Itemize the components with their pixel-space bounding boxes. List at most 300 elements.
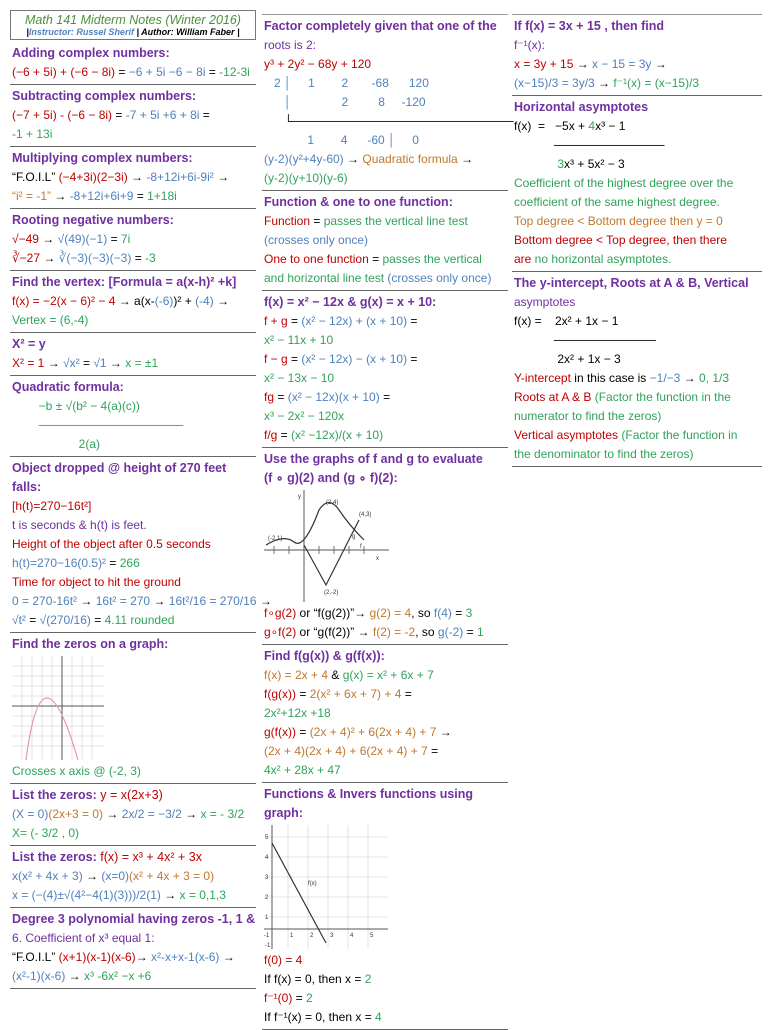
text-segment: → <box>181 807 201 821</box>
text-segment: 6. Coefficient of x³ equal 1: <box>12 931 155 945</box>
text-segment: ───────────────── <box>12 418 184 432</box>
graph-label: (-2,1) <box>268 536 283 542</box>
section-title-text: If f(x) = 3x + 15 , then find <box>514 19 665 33</box>
text-segment: = <box>115 65 129 79</box>
text-segment: (crosses only once) <box>264 233 369 247</box>
text-segment: 2 <box>364 972 372 986</box>
note-line <box>264 989 508 1008</box>
note-line <box>514 293 762 312</box>
note-section <box>262 291 508 448</box>
text-segment: are <box>514 252 532 266</box>
graph-label: y <box>298 494 301 500</box>
note-line <box>264 150 508 169</box>
text-segment: 1 4 -60 │ 0 <box>264 133 419 147</box>
text-segment: → <box>51 189 70 203</box>
text-segment: , so <box>415 625 438 639</box>
text-segment <box>514 157 557 171</box>
section-title <box>264 17 508 36</box>
text-segment: and horizontal line test <box>264 271 385 285</box>
text-segment: → <box>343 152 363 166</box>
section-title-text: f(x) = x² − 12x & g(x) = x + 10: <box>264 295 437 309</box>
note-line <box>12 762 256 781</box>
section-title <box>12 149 256 168</box>
note-line <box>264 666 508 685</box>
note-line <box>514 250 762 269</box>
text-segment: (x² + 4x + 3 = 0) <box>129 869 215 883</box>
text-segment: x = - 3/2 <box>200 807 245 821</box>
note-line <box>12 416 256 435</box>
text-segment: 0, 1/3 <box>699 371 730 385</box>
text-segment: (x² − 12x) + (x + 10) <box>301 314 408 328</box>
text-segment: 7i <box>120 232 131 246</box>
tick-label: 4 <box>350 933 354 939</box>
note-section <box>262 448 508 645</box>
section-title <box>12 378 256 397</box>
text-segment: If f⁻¹(x) = 0, then x = <box>264 1010 376 1024</box>
text-segment: 16t² = 270 <box>95 594 151 608</box>
tick-label: 1 <box>265 915 269 921</box>
document-header <box>10 10 256 40</box>
text-segment: )² + <box>173 294 196 308</box>
note-section <box>10 846 256 908</box>
note-line <box>12 311 256 330</box>
note-section <box>10 271 256 333</box>
text-segment: f(g(x)) <box>264 687 296 701</box>
text-segment: asymptotes <box>514 295 576 309</box>
section-title <box>12 786 256 805</box>
text-segment: x(x² + 4x + 3) <box>12 869 83 883</box>
note-line <box>264 604 508 623</box>
text-segment: If f(x) = 0, then x = <box>264 972 365 986</box>
text-segment: → <box>150 594 169 608</box>
note-line <box>264 951 508 970</box>
text-segment: 4x² + 28x + 47 <box>264 763 341 777</box>
text-segment: → <box>219 950 235 964</box>
note-line <box>514 136 762 155</box>
section-title-text: Function & one to one function: <box>264 195 453 209</box>
note-line <box>264 761 508 780</box>
text-segment: (−4+3i)(2−3i) <box>55 170 128 184</box>
text-segment: 2x²+12x +18 <box>264 706 331 720</box>
note-section <box>10 85 256 147</box>
note-line <box>12 824 256 843</box>
text-segment: 3 <box>465 606 473 620</box>
text-segment: → <box>127 170 147 184</box>
text-segment: f(x) = 2x² + 1x − 1 <box>514 314 619 328</box>
note-line <box>514 212 762 231</box>
note-line <box>12 929 256 948</box>
text-segment: → <box>65 969 84 983</box>
text-segment: x²-x+x-1(x-6) <box>151 950 220 964</box>
text-segment: x = 3y + 15 <box>514 57 574 71</box>
text-segment: y³ + 2y² − 68y + 120 <box>264 57 372 71</box>
instructor: Instructor: Russel Sherif <box>28 27 134 37</box>
text-segment: 2 <box>306 991 313 1005</box>
note-line <box>514 331 762 350</box>
text-segment: passes the vertical <box>382 252 482 266</box>
text-segment: f⁻¹(x) = (x−15)/3 <box>613 76 700 90</box>
text-segment: (Factor the function in the <box>591 390 731 404</box>
note-line <box>514 174 762 193</box>
text-segment: x³ − 2x² − 120x <box>264 409 345 423</box>
graph-label: f <box>360 544 362 550</box>
note-section <box>10 209 256 271</box>
section-title <box>12 910 256 929</box>
note-line <box>264 685 508 704</box>
note-line <box>12 354 256 373</box>
text-segment: → <box>44 356 64 370</box>
text-segment: graph: <box>264 806 303 820</box>
text-segment: → <box>213 170 230 184</box>
text-segment: = <box>131 251 146 265</box>
text-segment: → <box>436 725 452 739</box>
section-subtitle <box>264 469 508 488</box>
graph-label: (2,4) <box>326 500 339 506</box>
text-segment: = <box>451 606 466 620</box>
note-line <box>514 117 762 136</box>
note-line <box>12 63 256 82</box>
text-segment: ∛(−3)(−3)(−3) <box>58 251 132 265</box>
section-title-text: Object dropped @ height of 270 feet falls: <box>12 461 227 494</box>
note-section <box>10 147 256 209</box>
note-line <box>514 193 762 212</box>
text-segment: numerator to find the zeros) <box>514 409 662 423</box>
note-line <box>514 55 762 74</box>
text-segment: │ 2 8 -120 <box>264 95 426 109</box>
text-segment: → a(x- <box>115 294 155 308</box>
note-line <box>12 106 256 125</box>
note-section <box>512 96 762 272</box>
graph-label: (4,3) <box>359 512 372 518</box>
note-section <box>512 14 762 96</box>
graph-label: x <box>376 556 379 562</box>
text-segment: 4 <box>588 119 596 133</box>
note-line <box>12 435 256 454</box>
note-line <box>264 212 508 231</box>
text-segment: (2x + 4)(2x + 4) + 6(2x + 4) + 7 <box>264 744 428 758</box>
text-segment: f(x) = x³ + 4x² + 3x <box>100 850 202 864</box>
text-segment: = <box>407 352 418 366</box>
note-line <box>12 187 256 206</box>
text-segment: in this case is <box>570 371 650 385</box>
note-section <box>512 272 762 467</box>
text-segment: ∛−27 <box>12 251 41 265</box>
text-segment: → <box>40 251 59 265</box>
text-segment: = <box>287 314 302 328</box>
text-segment: f(4) <box>433 606 452 620</box>
text-segment: 266 <box>119 556 140 570</box>
section-title-text: Find the vertex: [Formula = a(x-h)² +k] <box>12 275 237 289</box>
text-segment: = <box>90 613 105 627</box>
note-section <box>10 633 256 784</box>
f-line <box>272 843 326 943</box>
tick-label: -1 <box>264 933 270 939</box>
tick-label: 2 <box>265 895 269 901</box>
note-line <box>264 388 508 407</box>
text-segment: or “f(g(2))”→ <box>296 606 370 620</box>
text-segment: g(2) = 4 <box>369 606 412 620</box>
note-line <box>12 573 256 592</box>
tick-label: 3 <box>330 933 334 939</box>
text-segment: (x=0) <box>101 869 130 883</box>
text-segment: (x−15)/3 = 3y/3 <box>514 76 595 90</box>
note-line <box>514 74 762 93</box>
text-segment: Bottom degree < Top degree, then there <box>514 233 727 247</box>
text-segment: x = (−(4)±√(4²−4(1)(3)))/2(1) <box>12 888 161 902</box>
text-segment: = <box>401 687 412 701</box>
note-section <box>262 645 508 783</box>
text-segment: Crosses x axis @ (-2, 3) <box>12 764 141 778</box>
note-line <box>264 36 508 55</box>
note-line <box>264 350 508 369</box>
text-segment: Roots at A & B <box>514 390 592 404</box>
text-segment: g(-2) <box>437 625 464 639</box>
text-segment: 4.11 rounded <box>104 613 175 627</box>
text-segment: → <box>160 888 180 902</box>
text-segment: coefficient of the same highest degree. <box>514 195 720 209</box>
text-segment: (x² −12x)/(x + 10) <box>291 428 384 442</box>
graph-label: f(x) <box>308 881 317 887</box>
note-line <box>264 269 508 288</box>
text-segment: f(x) = 2x + 4 <box>264 668 329 682</box>
text-segment: −1/−3 <box>649 371 681 385</box>
section-title-text: Functions & Invers functions using <box>264 787 474 801</box>
text-segment: X² = 1 <box>12 356 45 370</box>
text-segment: = <box>292 991 307 1005</box>
section-title <box>514 98 762 117</box>
section-title-text: List the zeros: <box>12 788 101 802</box>
text-segment: 0 = 270-16t² <box>12 594 78 608</box>
section-title <box>514 17 762 36</box>
text-segment: (f ∘ g)(2) and (g ∘ f)(2): <box>264 471 398 485</box>
section-title <box>12 44 256 63</box>
text-segment: Quadratic formula <box>362 152 458 166</box>
text-segment: (y-2)(y²+4y-60) <box>264 152 344 166</box>
tick-label: 2 <box>310 933 314 939</box>
text-segment: f + g <box>264 314 288 328</box>
note-line <box>12 611 256 630</box>
note-line <box>514 388 762 407</box>
text-segment: √t² <box>12 613 26 627</box>
text-segment: 1+18i <box>147 189 177 203</box>
note-line <box>12 805 256 824</box>
text-segment: -7 + 5i +6 + 8i <box>125 108 200 122</box>
note-line <box>264 55 508 74</box>
text-segment: = <box>106 556 120 570</box>
text-segment: (x+1)(x-1)(x-6) <box>55 950 136 964</box>
text-segment: x³ − 1 <box>595 119 626 133</box>
note-line <box>12 125 256 144</box>
text-segment: Y-intercept <box>514 371 571 385</box>
text-segment: -12-3i <box>219 65 250 79</box>
text-segment: g(x) = x² + 6x + 7 <box>342 668 434 682</box>
section-title-text: Subtracting complex numbers: <box>12 89 197 103</box>
note-line <box>12 249 256 268</box>
note-line <box>12 886 256 905</box>
note-line <box>12 967 256 986</box>
author: Author: William Faber <box>141 27 235 37</box>
text-segment: → <box>106 356 126 370</box>
text-segment: (−6 + 5i) + (−6 − 8i) <box>12 65 116 79</box>
text-segment: -8+12i+6i-9i² <box>146 170 214 184</box>
text-segment: √(49)(−1) <box>57 232 108 246</box>
text-segment: → <box>135 950 152 964</box>
f-and-g-graph <box>264 490 394 602</box>
text-segment: (crosses only once) <box>384 271 492 285</box>
text-segment: → <box>457 152 474 166</box>
text-segment: └────────────────────────── <box>264 114 514 128</box>
text-segment: or “g(f(2))” → <box>296 625 373 639</box>
section-title-text: Quadratic formula: <box>12 380 124 394</box>
text-segment: Height of the object after 0.5 seconds <box>12 537 211 551</box>
note-line <box>12 397 256 416</box>
text-segment: “F.O.I.L” <box>12 950 56 964</box>
note-section <box>262 191 508 291</box>
text-segment: = <box>310 214 324 228</box>
text-segment: → <box>573 57 593 71</box>
section-title <box>12 335 256 354</box>
section-title-text: X² = y <box>12 337 46 351</box>
text-segment: = <box>296 725 310 739</box>
note-line <box>12 592 272 611</box>
text-segment: → <box>256 594 272 608</box>
tick-label: 5 <box>370 933 374 939</box>
text-segment: f(2) = -2 <box>372 625 416 639</box>
text-segment: Vertex = (6,-4) <box>12 313 89 327</box>
note-line <box>514 445 762 464</box>
section-title <box>12 848 256 867</box>
text-segment: −5x + <box>555 119 589 133</box>
note-line <box>264 704 508 723</box>
note-section <box>10 42 256 85</box>
text-segment: x = 0,1,3 <box>179 888 226 902</box>
note-section <box>10 457 272 633</box>
section-title <box>264 785 508 804</box>
text-segment: → <box>38 232 58 246</box>
note-section <box>262 783 508 1030</box>
note-line <box>264 723 508 742</box>
text-segment: 2x/2 = −3/2 <box>121 807 182 821</box>
text-segment: g(f(x)) <box>264 725 296 739</box>
text-segment: = <box>79 356 94 370</box>
tick-label: 5 <box>265 835 269 841</box>
text-segment: = <box>379 390 391 404</box>
note-section <box>10 908 256 989</box>
text-segment: 4 <box>375 1010 382 1024</box>
section-title-text: The y-intercept, Roots at A & B, Vertical <box>514 276 749 290</box>
note-line <box>514 426 762 445</box>
column-3 <box>512 14 762 467</box>
note-line <box>12 867 256 886</box>
text-segment: 16t²/16 = 270/16 <box>168 594 257 608</box>
section-title <box>264 193 508 212</box>
note-line <box>264 742 508 761</box>
text-segment: √(270/16) <box>39 613 91 627</box>
text-segment: passes the vertical line test <box>323 214 468 228</box>
text-segment: 2 │ 1 2 -68 120 <box>264 76 429 90</box>
text-segment: (x² − 12x)(x + 10) <box>287 390 380 404</box>
text-segment: → <box>213 294 230 308</box>
note-line <box>12 948 256 967</box>
text-segment: [h(t)=270−16t²] <box>12 499 92 513</box>
text-segment: = <box>107 232 121 246</box>
section-title <box>264 647 508 666</box>
text-segment: Coefficient of the highest degree over the <box>514 176 734 190</box>
section-title <box>12 635 256 654</box>
text-segment: ───────────── <box>514 138 665 152</box>
tick-label: 3 <box>265 875 269 881</box>
note-line <box>264 169 508 188</box>
text-segment: -3 <box>145 251 156 265</box>
note-line <box>12 535 256 554</box>
note-line <box>264 112 514 131</box>
text-segment: f − g <box>264 352 288 366</box>
document-credits: |Instructor: Russel Sherif | Author: William Faber | <box>26 27 240 37</box>
note-line <box>514 36 762 55</box>
text-segment: x = ±1 <box>125 356 159 370</box>
note-line <box>264 970 508 989</box>
text-segment: t is seconds & h(t) is feet. <box>12 518 147 532</box>
text-segment: 1 <box>476 625 484 639</box>
text-segment: h(t)=270−16(0.5)² <box>12 556 107 570</box>
text-segment: “i² = -1” <box>12 189 51 203</box>
text-segment: = <box>205 65 220 79</box>
column-2 <box>262 14 514 1030</box>
note-line <box>514 369 762 388</box>
tick-label: 1 <box>290 933 294 939</box>
note-section <box>10 376 256 457</box>
note-line <box>264 131 508 150</box>
section-title-text: Adding complex numbers: <box>12 46 170 60</box>
text-segment: = <box>287 352 302 366</box>
text-segment: → <box>103 807 122 821</box>
text-segment: → <box>82 869 102 883</box>
graph-label: (2,-2) <box>324 590 339 596</box>
section-title-text: Find the zeros on a graph: <box>12 637 169 651</box>
text-segment: f⁻¹(x): <box>514 38 545 52</box>
note-section <box>10 333 256 376</box>
note-section <box>262 14 514 191</box>
text-segment: f/g <box>264 428 278 442</box>
text-segment: (2x+3 = 0) <box>48 807 104 821</box>
document-title: Math 141 Midterm Notes (Winter 2016) <box>25 13 241 27</box>
note-line <box>12 230 256 249</box>
text-segment: = <box>199 108 210 122</box>
tick-label: -1 <box>265 943 271 949</box>
note-line <box>264 369 508 388</box>
text-segment: x² − 13x − 10 <box>264 371 335 385</box>
text-segment: (2x + 4)² + 6(2x + 4) + 7 <box>309 725 437 739</box>
text-segment: no horizontal asymptotes. <box>531 252 672 266</box>
section-title-text: List the zeros: <box>12 850 101 864</box>
note-line <box>264 312 508 331</box>
section-title-text: Multiplying complex numbers: <box>12 151 193 165</box>
text-segment: the denominator to find the zeros) <box>514 447 694 461</box>
text-segment: f(x) = <box>514 119 556 133</box>
note-line <box>12 168 256 187</box>
text-segment: One to one function <box>264 252 369 266</box>
section-title <box>12 211 256 230</box>
note-line <box>12 516 256 535</box>
section-title-text: Rooting negative numbers: <box>12 213 174 227</box>
text-segment: → <box>594 76 614 90</box>
text-segment: f(0) = 4 <box>264 953 303 967</box>
note-line <box>264 407 508 426</box>
text-segment: = <box>112 108 126 122</box>
section-title-text: Find f(g(x)) & g(f(x)): <box>264 649 385 663</box>
text-segment: = <box>407 314 418 328</box>
note-line <box>264 623 508 642</box>
